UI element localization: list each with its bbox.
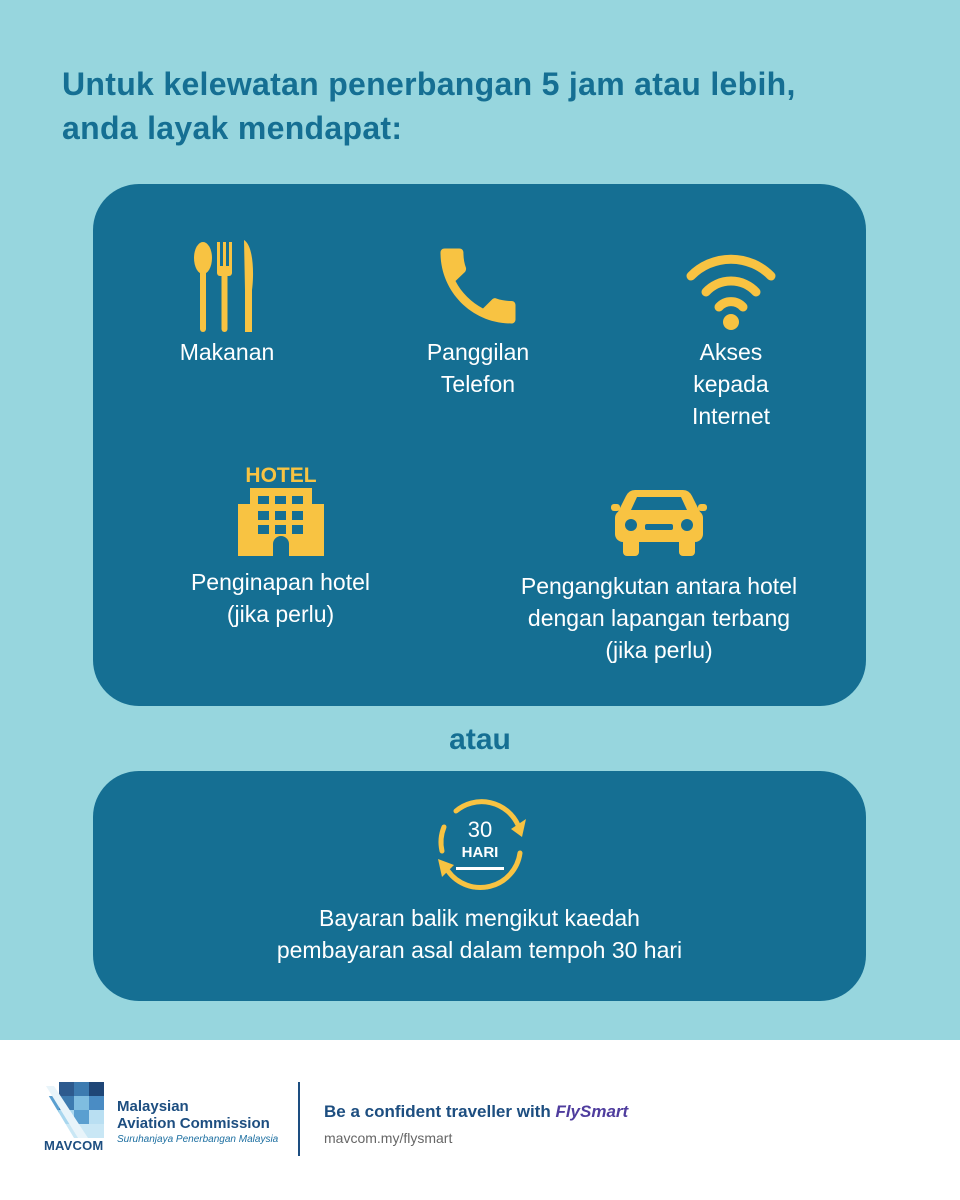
refund-days: 30 (467, 817, 493, 842)
flysmart-brand: FlySmart (555, 1102, 629, 1121)
hotel-sign-text: HOTEL (244, 464, 317, 487)
benefits-panel (93, 184, 866, 706)
benefit-label: Akses kepada Internet (692, 339, 770, 429)
benefit-transport (489, 486, 829, 666)
website-link[interactable]: mavcom.my/flysmart (324, 1130, 453, 1146)
benefit-hotel (153, 462, 408, 630)
benefit-label: Penginapan hotel (jika perlu) (190, 569, 371, 627)
cutlery-icon (192, 236, 262, 336)
car-icon (611, 486, 707, 558)
benefit-label: Makanan (179, 339, 275, 365)
benefit-meal (147, 236, 307, 368)
mavcom-logo-icon (44, 1082, 104, 1138)
footer-divider (298, 1082, 300, 1156)
page-title: Untuk kelewatan penerbangan 5 jam atau lebih, anda layak mendapat: (62, 66, 796, 146)
refund-description: Bayaran balik mengikut kaedah pembayaran asal dalam tempoh 30 hari (276, 905, 683, 963)
slogan (324, 1102, 628, 1122)
logo-wordmark: MAVCOM (44, 1138, 104, 1153)
separator-text: atau (449, 723, 511, 756)
benefit-label: Pengangkutan antara hotel dengan lapangan terbang (jika perlu) (520, 573, 798, 663)
slogan-text: Be a confident traveller with (324, 1102, 556, 1121)
refund-panel (93, 771, 866, 1001)
hotel-icon (236, 462, 326, 558)
benefit-phone-call (388, 236, 568, 400)
organization-tagline: Suruhanjaya Penerbangan Malaysia (117, 1134, 279, 1145)
organization-name: Malaysian Aviation Commission (117, 1098, 270, 1132)
footer (0, 1040, 960, 1200)
refund-unit: HARI (461, 844, 499, 861)
benefit-internet (651, 236, 811, 432)
refresh-cycle-icon (430, 795, 530, 891)
benefit-label: Panggilan Telefon (426, 339, 530, 397)
phone-icon (428, 236, 528, 336)
wifi-icon (681, 236, 781, 336)
